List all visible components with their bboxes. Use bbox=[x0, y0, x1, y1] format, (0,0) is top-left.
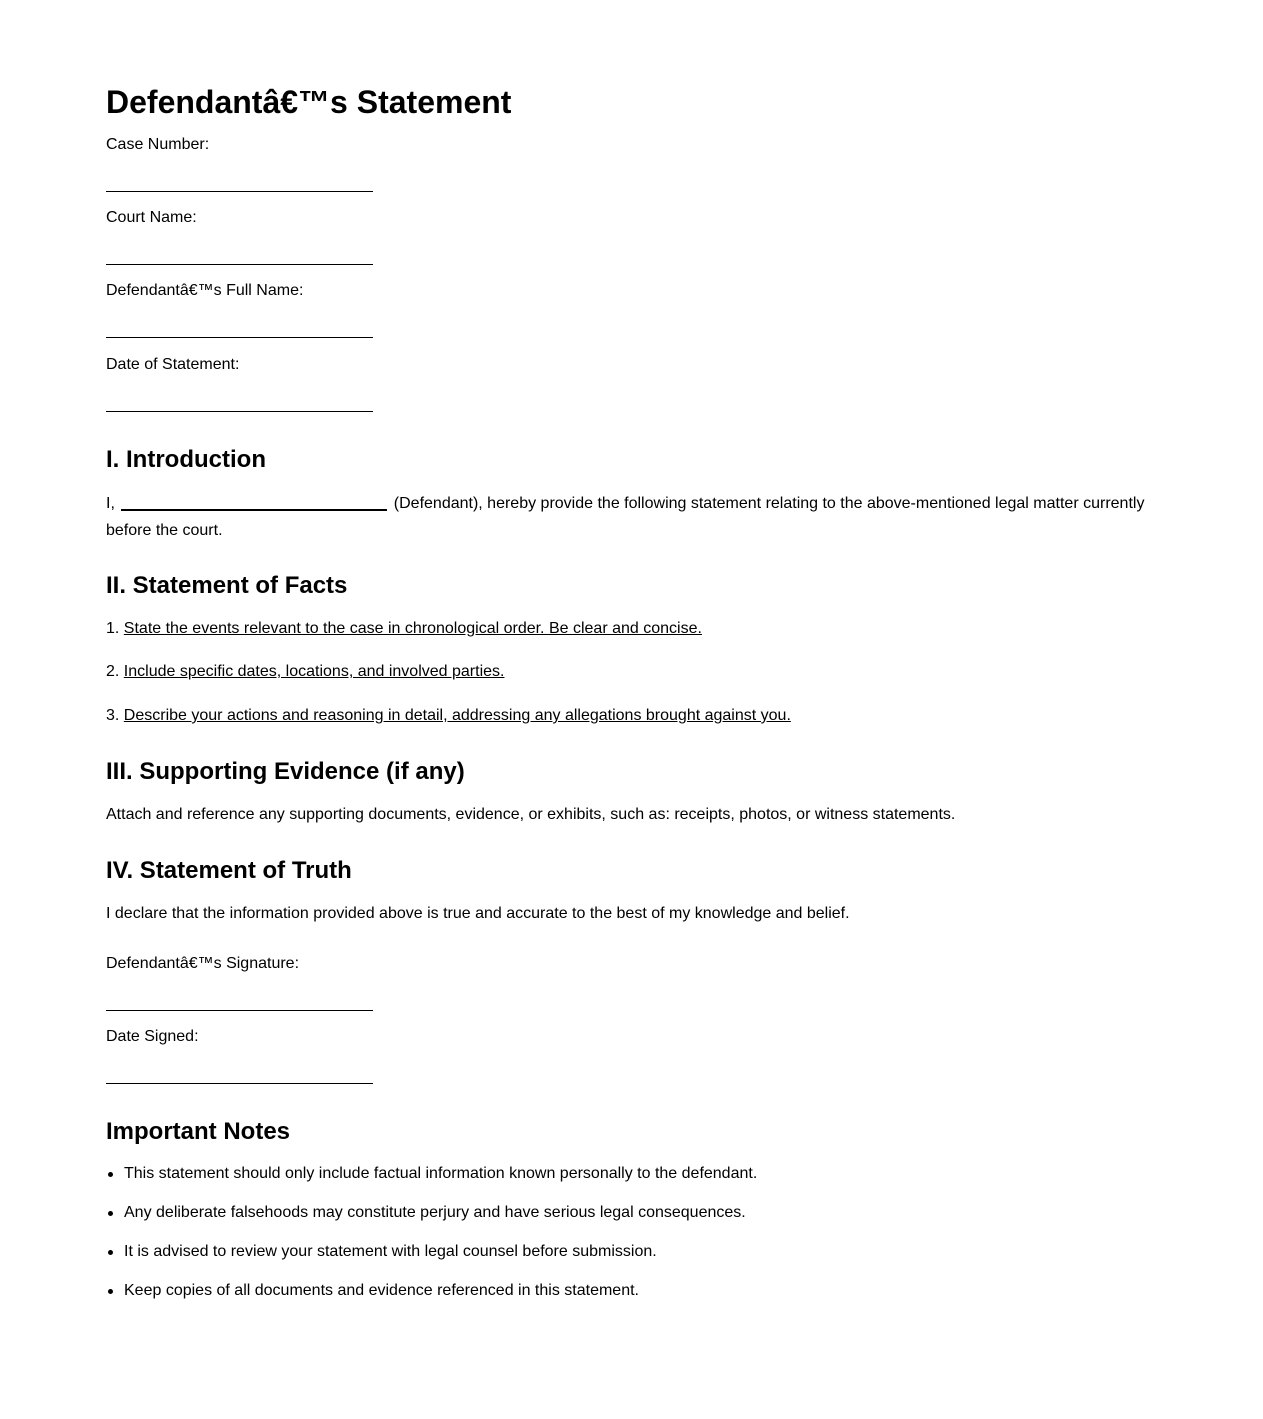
case-number-line[interactable] bbox=[106, 191, 373, 192]
list-item bbox=[106, 1203, 757, 1223]
introduction-heading: I. Introduction bbox=[106, 446, 266, 473]
fact-number: 3. bbox=[106, 707, 120, 724]
defendant-name-blank[interactable] bbox=[121, 493, 387, 511]
introduction-paragraph bbox=[106, 490, 1156, 544]
date-of-statement-label: Date of Statement: bbox=[106, 356, 240, 373]
bullet-icon bbox=[108, 1289, 113, 1294]
defendant-full-name-label: Defendantâ€™s Full Name: bbox=[106, 282, 304, 299]
list-item bbox=[106, 1281, 757, 1300]
signature-line[interactable] bbox=[106, 1010, 373, 1011]
case-number-label: Case Number: bbox=[106, 136, 210, 153]
fact-item bbox=[106, 662, 504, 682]
fact-item bbox=[106, 619, 702, 639]
facts-heading: II. Statement of Facts bbox=[106, 572, 348, 599]
note-text: Any deliberate falsehoods may constitute perjury and have serious legal consequences. bbox=[124, 1204, 746, 1221]
list-item bbox=[106, 1242, 757, 1262]
introduction-suffix: (Defendant), hereby provide the following statement relating to the above-mentioned legal matter currently before the court. bbox=[106, 495, 1145, 539]
court-name-label: Court Name: bbox=[106, 209, 197, 226]
bullet-icon bbox=[108, 1250, 113, 1255]
defendant-full-name-line[interactable] bbox=[106, 337, 373, 338]
signature-label: Defendantâ€™s Signature: bbox=[106, 955, 300, 972]
court-name-line[interactable] bbox=[106, 264, 373, 265]
fact-number: 1. bbox=[106, 620, 120, 637]
note-text: It is advised to review your statement with legal counsel before submission. bbox=[124, 1243, 657, 1260]
truth-paragraph: I declare that the information provided above is true and accurate to the best of my knowledge and belief. bbox=[106, 905, 850, 922]
bullet-icon bbox=[108, 1172, 113, 1177]
fact-number: 2. bbox=[106, 663, 120, 680]
evidence-heading: III. Supporting Evidence (if any) bbox=[106, 758, 465, 785]
notes-list bbox=[106, 1164, 757, 1300]
note-text: This statement should only include factual information known personally to the defendant. bbox=[124, 1165, 758, 1182]
document-title: Defendantâ€™s Statement bbox=[106, 84, 512, 120]
introduction-prefix: I, bbox=[106, 495, 115, 512]
date-signed-label: Date Signed: bbox=[106, 1028, 199, 1045]
notes-heading: Important Notes bbox=[106, 1118, 291, 1145]
fact-item bbox=[106, 706, 791, 726]
fact-text: Describe your actions and reasoning in detail, addressing any allegations brought against you. bbox=[123, 707, 791, 724]
fact-text: Include specific dates, locations, and involved parties. bbox=[123, 663, 505, 680]
note-text: Keep copies of all documents and evidence referenced in this statement. bbox=[124, 1282, 639, 1299]
list-item bbox=[106, 1164, 757, 1184]
evidence-paragraph: Attach and reference any supporting documents, evidence, or exhibits, such as: receipts, photos, or witness statements. bbox=[106, 806, 956, 823]
bullet-icon bbox=[108, 1211, 113, 1216]
date-of-statement-line[interactable] bbox=[106, 411, 373, 412]
date-signed-line[interactable] bbox=[106, 1083, 373, 1084]
truth-heading: IV. Statement of Truth bbox=[106, 857, 352, 884]
fact-text: State the events relevant to the case in chronological order. Be clear and concise. bbox=[123, 620, 702, 637]
